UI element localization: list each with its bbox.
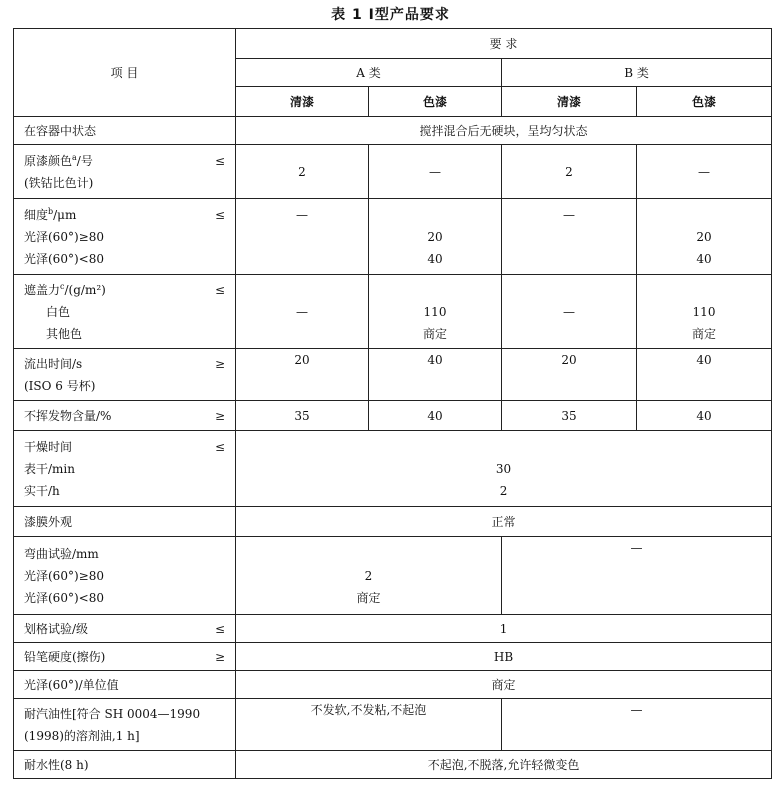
fineness-footnote: b (48, 206, 54, 216)
hiding-b-color-white: 110 (692, 304, 716, 319)
water-value: 不起泡,不脱落,允许轻微变色 (236, 751, 772, 779)
hiding-a-color-other: 商定 (422, 326, 447, 341)
table-row (14, 431, 772, 507)
color-label: 原漆颜色 (24, 153, 73, 168)
pencil-symbol: ≥ (214, 649, 225, 664)
row-label-drying (14, 431, 236, 507)
bending-sublabel-high: 光泽(60°)≥80 (24, 568, 104, 583)
flow-a-clear: 20 (236, 349, 369, 401)
hiding-a-color (369, 275, 502, 349)
color-b-color: — (637, 145, 772, 199)
gasoline-label: 耐汽油性[符合 SH 0004—1990 (24, 706, 201, 721)
nonvolatile-symbol: ≥ (214, 408, 225, 423)
hiding-sublabel-other: 其他色 (46, 326, 83, 341)
row-label-state: 在容器中状态 (14, 117, 236, 145)
hiding-footnote: c (60, 281, 65, 291)
crosscut-symbol: ≤ (214, 621, 225, 636)
flow-sublabel: (ISO 6 号杯) (24, 378, 96, 393)
hiding-b-color (637, 275, 772, 349)
fineness-b-color (637, 199, 772, 275)
requirements-table (13, 28, 772, 779)
pencil-label: 铅笔硬度(擦伤) (24, 649, 106, 664)
hiding-symbol: ≤ (214, 282, 225, 297)
fineness-b-clear (502, 199, 637, 275)
row-label-nonvolatile (14, 401, 236, 431)
hiding-a-color-white: 110 (423, 304, 447, 319)
table-row (14, 507, 772, 537)
crosscut-label: 划格试验/级 (24, 621, 89, 636)
color-footnote: a (72, 152, 77, 162)
drying-surface-value: 30 (495, 461, 512, 476)
flow-a-color: 40 (369, 349, 502, 401)
bending-b-value (502, 537, 772, 615)
table-row (14, 117, 772, 145)
nonvolatile-b-clear: 35 (502, 401, 637, 431)
drying-symbol: ≤ (214, 439, 225, 454)
table-row (14, 275, 772, 349)
drying-sublabel-surface: 表干/min (24, 461, 75, 476)
fineness-sublabel-low: 光泽(60°)<80 (24, 251, 104, 266)
row-label-water: 耐水性(8 h) (14, 751, 236, 779)
row-label-fineness (14, 199, 236, 275)
table-row (14, 671, 772, 699)
row-label-gasoline (14, 699, 236, 751)
drying-values (236, 431, 772, 507)
bending-a-high: 2 (364, 568, 373, 583)
fineness-b-color-high: 20 (696, 229, 712, 244)
color-symbol: ≤ (214, 153, 225, 168)
row-label-hiding (14, 275, 236, 349)
row-label-bending (14, 537, 236, 615)
fineness-a-color-low: 40 (427, 251, 443, 266)
drying-sublabel-hard: 实干/h (24, 483, 60, 498)
appearance-value: 正常 (236, 507, 772, 537)
flow-label: 流出时间/s (24, 356, 83, 371)
bending-label: 弯曲试验/mm (24, 546, 99, 561)
table-row (14, 643, 772, 671)
nonvolatile-b-color: 40 (637, 401, 772, 431)
state-value: 搅拌混合后无硬块，呈均匀状态 (236, 117, 772, 145)
gasoline-a-value: 不发软,不发粘,不起泡 (236, 699, 502, 751)
table-row (14, 401, 772, 431)
table-row (14, 615, 772, 643)
hiding-sublabel-white: 白色 (46, 304, 71, 319)
gloss-value: 商定 (236, 671, 772, 699)
drying-hard-value: 2 (499, 483, 508, 498)
header-item (14, 29, 236, 117)
header-requirements: 要 求 (236, 29, 772, 59)
fineness-a-clear-value: — (296, 207, 308, 222)
color-b-clear: 2 (502, 145, 637, 199)
gasoline-sublabel: (1998)的溶剂油,1 h] (24, 728, 140, 743)
fineness-b-clear-value: — (563, 207, 575, 222)
flow-b-color: 40 (637, 349, 772, 401)
hiding-label: 遮盖力 (24, 282, 61, 297)
table-row (14, 751, 772, 779)
bending-b-dash: — (630, 541, 643, 555)
color-unit: /号 (76, 153, 93, 168)
nonvolatile-label: 不挥发物含量/% (24, 408, 112, 423)
bending-a-low: 商定 (356, 590, 381, 605)
table-row (14, 145, 772, 199)
hiding-b-clear: — (502, 275, 637, 349)
fineness-label: 细度 (24, 207, 49, 222)
bending-a-values (236, 537, 502, 615)
header-b-clear: 清漆 (502, 87, 637, 117)
row-label-crosscut (14, 615, 236, 643)
pencil-value: HB (236, 643, 772, 671)
flow-symbol: ≥ (214, 356, 225, 371)
table-row (14, 199, 772, 275)
fineness-unit: /μm (53, 207, 77, 222)
nonvolatile-a-color: 40 (369, 401, 502, 431)
table-row (14, 349, 772, 401)
row-label-color (14, 145, 236, 199)
fineness-a-clear (236, 199, 369, 275)
color-a-clear: 2 (236, 145, 369, 199)
fineness-b-color-low: 40 (696, 251, 712, 266)
fineness-symbol: ≤ (214, 207, 225, 222)
fineness-a-color-high: 20 (427, 229, 443, 244)
table-title: 表 1 Ⅰ型产品要求 (331, 7, 450, 23)
bending-sublabel-low: 光泽(60°)<80 (24, 590, 104, 605)
header-b-color: 色漆 (637, 87, 772, 117)
header-a-color: 色漆 (369, 87, 502, 117)
row-label-appearance: 漆膜外观 (14, 507, 236, 537)
hiding-unit: /(g/m²) (64, 282, 106, 297)
row-label-flow (14, 349, 236, 401)
row-label-pencil (14, 643, 236, 671)
row-label-gloss: 光泽(60°)/单位值 (14, 671, 236, 699)
header-a-clear: 清漆 (236, 87, 369, 117)
hiding-b-color-other: 商定 (692, 326, 717, 341)
nonvolatile-a-clear: 35 (236, 401, 369, 431)
crosscut-value: 1 (236, 615, 772, 643)
color-sublabel: (铁钴比色计) (24, 175, 94, 190)
header-group-b: B 类 (502, 59, 772, 87)
gasoline-b-value: — (502, 699, 772, 751)
drying-label: 干燥时间 (24, 439, 73, 454)
table-row (14, 537, 772, 615)
fineness-sublabel-high: 光泽(60°)≥80 (24, 229, 104, 244)
fineness-a-color (369, 199, 502, 275)
header-group-a: A 类 (236, 59, 502, 87)
color-a-color: — (369, 145, 502, 199)
flow-b-clear: 20 (502, 349, 637, 401)
hiding-a-clear: — (236, 275, 369, 349)
header-item-label: 项 目 (110, 65, 139, 80)
table-row (14, 699, 772, 751)
